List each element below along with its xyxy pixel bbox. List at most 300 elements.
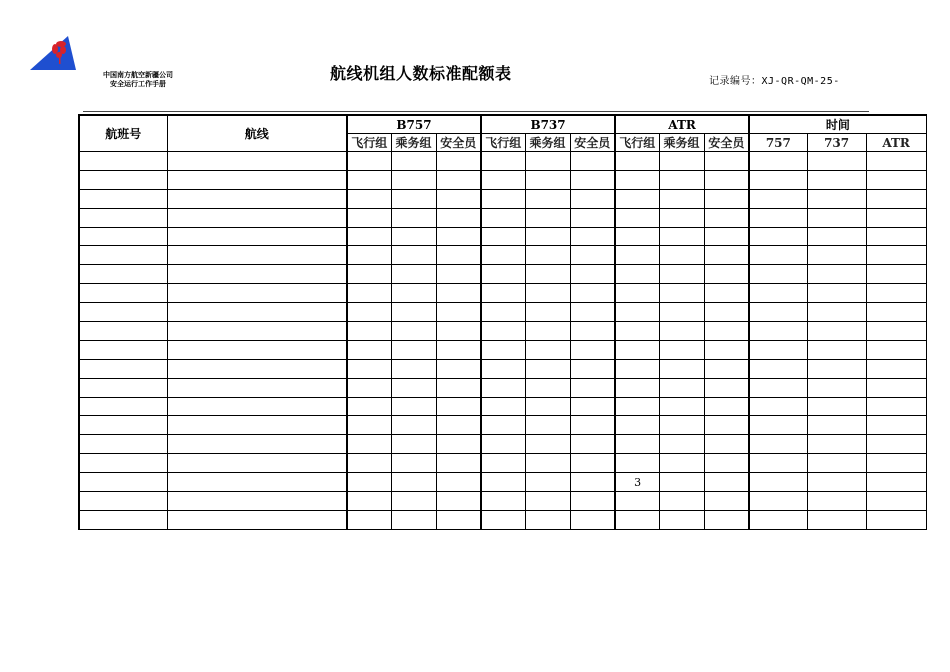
table-cell[interactable] bbox=[347, 378, 391, 397]
table-row bbox=[79, 152, 926, 171]
table-cell[interactable] bbox=[481, 189, 525, 208]
table-cell[interactable] bbox=[391, 416, 436, 435]
table-cell[interactable] bbox=[615, 416, 659, 435]
table-cell[interactable] bbox=[167, 284, 347, 303]
table-cell[interactable] bbox=[570, 208, 615, 227]
table-cell[interactable] bbox=[866, 227, 926, 246]
table-cell[interactable] bbox=[167, 510, 347, 529]
table-cell[interactable] bbox=[807, 473, 866, 492]
table-cell[interactable] bbox=[167, 265, 347, 284]
subheader-atr-pilots: 飞行组 bbox=[615, 134, 659, 152]
table-cell[interactable] bbox=[704, 473, 749, 492]
table-cell[interactable] bbox=[347, 322, 391, 341]
table-cell[interactable] bbox=[807, 435, 866, 454]
table-cell[interactable] bbox=[807, 246, 866, 265]
table-cell[interactable] bbox=[525, 152, 570, 171]
table-cell[interactable] bbox=[866, 170, 926, 189]
table-row bbox=[79, 340, 926, 359]
table-cell[interactable] bbox=[807, 322, 866, 341]
table-cell[interactable] bbox=[866, 246, 926, 265]
table-cell[interactable] bbox=[570, 416, 615, 435]
table-cell[interactable] bbox=[436, 378, 481, 397]
table-cell[interactable] bbox=[704, 397, 749, 416]
table-cell[interactable] bbox=[659, 189, 704, 208]
table-cell[interactable] bbox=[525, 473, 570, 492]
table-cell[interactable] bbox=[525, 227, 570, 246]
subheader-b737-cabin: 乘务组 bbox=[525, 134, 570, 152]
table-cell[interactable] bbox=[704, 189, 749, 208]
table-cell[interactable] bbox=[704, 246, 749, 265]
table-cell[interactable] bbox=[570, 435, 615, 454]
table-cell[interactable] bbox=[704, 170, 749, 189]
table-cell[interactable] bbox=[525, 189, 570, 208]
table-cell[interactable] bbox=[749, 492, 807, 511]
table-cell[interactable] bbox=[481, 435, 525, 454]
table-cell[interactable] bbox=[167, 473, 347, 492]
table-cell[interactable] bbox=[391, 227, 436, 246]
table-cell[interactable] bbox=[436, 152, 481, 171]
table-cell[interactable] bbox=[79, 170, 167, 189]
table-row bbox=[79, 208, 926, 227]
table-cell[interactable] bbox=[704, 435, 749, 454]
table-cell[interactable] bbox=[436, 265, 481, 284]
table-cell[interactable] bbox=[79, 340, 167, 359]
table-cell[interactable] bbox=[749, 322, 807, 341]
table-cell[interactable] bbox=[807, 189, 866, 208]
table-cell[interactable] bbox=[615, 454, 659, 473]
table-cell[interactable] bbox=[570, 473, 615, 492]
table-cell[interactable] bbox=[347, 435, 391, 454]
table-cell[interactable] bbox=[866, 359, 926, 378]
subheader-b757-security: 安全员 bbox=[436, 134, 481, 152]
table-cell[interactable] bbox=[866, 303, 926, 322]
table-cell[interactable] bbox=[807, 152, 866, 171]
table-cell[interactable] bbox=[347, 473, 391, 492]
table-cell[interactable] bbox=[391, 340, 436, 359]
table-cell[interactable] bbox=[525, 170, 570, 189]
table-cell[interactable] bbox=[570, 303, 615, 322]
table-cell[interactable] bbox=[807, 492, 866, 511]
table-cell[interactable] bbox=[481, 492, 525, 511]
table-cell[interactable] bbox=[570, 170, 615, 189]
table-cell[interactable] bbox=[167, 170, 347, 189]
table-cell[interactable] bbox=[615, 189, 659, 208]
table-cell[interactable] bbox=[749, 227, 807, 246]
table-cell[interactable] bbox=[807, 340, 866, 359]
table-cell[interactable] bbox=[436, 208, 481, 227]
table-cell[interactable] bbox=[436, 492, 481, 511]
table-cell[interactable] bbox=[79, 378, 167, 397]
table-cell[interactable] bbox=[79, 284, 167, 303]
table-cell[interactable] bbox=[347, 340, 391, 359]
table-cell[interactable] bbox=[570, 359, 615, 378]
table-cell[interactable] bbox=[436, 189, 481, 208]
table-cell[interactable] bbox=[659, 416, 704, 435]
table-cell[interactable] bbox=[481, 246, 525, 265]
table-cell[interactable] bbox=[525, 435, 570, 454]
table-cell[interactable] bbox=[436, 340, 481, 359]
table-cell[interactable] bbox=[391, 246, 436, 265]
table-cell[interactable] bbox=[436, 473, 481, 492]
table-row bbox=[79, 303, 926, 322]
table-cell[interactable] bbox=[866, 473, 926, 492]
table-cell[interactable] bbox=[866, 208, 926, 227]
table-cell[interactable] bbox=[167, 416, 347, 435]
table-cell[interactable] bbox=[167, 303, 347, 322]
table-cell[interactable] bbox=[749, 189, 807, 208]
table-cell[interactable] bbox=[347, 189, 391, 208]
table-cell[interactable] bbox=[79, 435, 167, 454]
table-cell[interactable] bbox=[79, 416, 167, 435]
table-cell[interactable] bbox=[749, 510, 807, 529]
table-cell[interactable] bbox=[615, 227, 659, 246]
table-cell[interactable] bbox=[347, 208, 391, 227]
table-cell[interactable] bbox=[481, 208, 525, 227]
table-cell[interactable] bbox=[391, 303, 436, 322]
table-cell[interactable] bbox=[615, 359, 659, 378]
header-divider bbox=[83, 111, 869, 112]
table-cell[interactable] bbox=[807, 359, 866, 378]
table-cell[interactable] bbox=[481, 340, 525, 359]
page-title: 航线机组人数标准配额表 bbox=[330, 64, 512, 83]
table-cell[interactable] bbox=[436, 435, 481, 454]
table-cell[interactable] bbox=[347, 454, 391, 473]
table-cell[interactable] bbox=[807, 208, 866, 227]
table-cell[interactable] bbox=[481, 416, 525, 435]
table-cell[interactable] bbox=[570, 265, 615, 284]
table-cell[interactable] bbox=[704, 378, 749, 397]
table-row bbox=[79, 265, 926, 284]
table-cell[interactable] bbox=[659, 340, 704, 359]
table-cell[interactable] bbox=[704, 416, 749, 435]
table-cell[interactable] bbox=[570, 340, 615, 359]
table-cell[interactable] bbox=[749, 435, 807, 454]
table-cell[interactable] bbox=[481, 397, 525, 416]
table-cell[interactable] bbox=[807, 397, 866, 416]
table-cell[interactable] bbox=[436, 454, 481, 473]
table-cell[interactable] bbox=[79, 265, 167, 284]
table-cell[interactable] bbox=[659, 152, 704, 171]
table-cell[interactable] bbox=[807, 170, 866, 189]
table-cell[interactable] bbox=[659, 246, 704, 265]
table-cell[interactable] bbox=[391, 322, 436, 341]
table-cell[interactable] bbox=[866, 397, 926, 416]
table-cell[interactable] bbox=[704, 208, 749, 227]
table-cell[interactable] bbox=[481, 510, 525, 529]
table-cell[interactable] bbox=[615, 340, 659, 359]
table-cell[interactable] bbox=[481, 227, 525, 246]
table-cell[interactable] bbox=[749, 473, 807, 492]
record-number-label: 记录编号： bbox=[709, 76, 762, 87]
table-cell[interactable] bbox=[749, 359, 807, 378]
table-cell[interactable] bbox=[749, 170, 807, 189]
table-cell[interactable] bbox=[615, 322, 659, 341]
table-cell[interactable] bbox=[525, 322, 570, 341]
table-cell[interactable] bbox=[347, 246, 391, 265]
table-cell[interactable] bbox=[749, 416, 807, 435]
table-cell[interactable] bbox=[436, 510, 481, 529]
table-cell[interactable] bbox=[866, 189, 926, 208]
table-cell[interactable] bbox=[615, 378, 659, 397]
table-cell[interactable] bbox=[79, 208, 167, 227]
table-cell[interactable] bbox=[749, 340, 807, 359]
table-cell[interactable] bbox=[570, 189, 615, 208]
subheader-time-atr: ATR bbox=[866, 134, 926, 152]
table-cell[interactable] bbox=[391, 189, 436, 208]
table-cell[interactable] bbox=[704, 359, 749, 378]
table-cell[interactable] bbox=[866, 454, 926, 473]
table-cell[interactable] bbox=[436, 246, 481, 265]
table-cell[interactable] bbox=[436, 303, 481, 322]
table-cell[interactable] bbox=[615, 397, 659, 416]
table-cell[interactable] bbox=[749, 265, 807, 284]
table-cell[interactable] bbox=[615, 265, 659, 284]
table-cell[interactable] bbox=[570, 492, 615, 511]
table-cell[interactable] bbox=[79, 227, 167, 246]
table-cell[interactable] bbox=[659, 170, 704, 189]
table-cell[interactable] bbox=[866, 322, 926, 341]
table-cell[interactable] bbox=[866, 510, 926, 529]
table-cell[interactable] bbox=[615, 510, 659, 529]
table-cell[interactable] bbox=[807, 303, 866, 322]
table-cell[interactable] bbox=[704, 284, 749, 303]
table-cell[interactable] bbox=[615, 303, 659, 322]
table-cell[interactable] bbox=[866, 492, 926, 511]
table-cell[interactable] bbox=[570, 284, 615, 303]
table-cell[interactable] bbox=[347, 152, 391, 171]
table-cell[interactable] bbox=[807, 454, 866, 473]
table-cell[interactable] bbox=[659, 397, 704, 416]
table-cell[interactable] bbox=[347, 416, 391, 435]
table-cell[interactable] bbox=[525, 416, 570, 435]
table-cell[interactable] bbox=[79, 359, 167, 378]
table-cell[interactable] bbox=[704, 492, 749, 511]
table-cell[interactable] bbox=[525, 265, 570, 284]
table-cell[interactable] bbox=[615, 170, 659, 189]
table-cell[interactable] bbox=[481, 152, 525, 171]
table-cell[interactable] bbox=[866, 265, 926, 284]
table-cell[interactable] bbox=[749, 397, 807, 416]
table-cell[interactable] bbox=[525, 378, 570, 397]
table-cell[interactable] bbox=[615, 284, 659, 303]
table-cell[interactable] bbox=[525, 284, 570, 303]
table-cell[interactable] bbox=[167, 435, 347, 454]
table-cell[interactable] bbox=[866, 416, 926, 435]
table-cell[interactable] bbox=[79, 492, 167, 511]
table-cell[interactable] bbox=[659, 492, 704, 511]
table-cell[interactable] bbox=[704, 265, 749, 284]
table-cell[interactable] bbox=[436, 359, 481, 378]
table-cell[interactable] bbox=[436, 397, 481, 416]
table-cell[interactable] bbox=[570, 322, 615, 341]
table-cell[interactable] bbox=[570, 510, 615, 529]
table-cell[interactable] bbox=[659, 473, 704, 492]
table-cell[interactable] bbox=[525, 340, 570, 359]
table-cell[interactable] bbox=[659, 265, 704, 284]
table-cell[interactable] bbox=[525, 303, 570, 322]
table-cell[interactable] bbox=[704, 152, 749, 171]
table-cell[interactable] bbox=[167, 340, 347, 359]
table-cell[interactable] bbox=[807, 265, 866, 284]
table-cell[interactable] bbox=[347, 227, 391, 246]
table-cell[interactable] bbox=[436, 284, 481, 303]
table-cell[interactable] bbox=[347, 510, 391, 529]
table-cell[interactable] bbox=[436, 227, 481, 246]
table-cell[interactable]: 3 bbox=[615, 473, 659, 492]
table-cell[interactable] bbox=[481, 378, 525, 397]
header-group-atr: ATR bbox=[615, 115, 749, 134]
table-cell[interactable] bbox=[615, 208, 659, 227]
table-cell[interactable] bbox=[866, 435, 926, 454]
table-cell[interactable] bbox=[167, 378, 347, 397]
table-cell[interactable] bbox=[659, 227, 704, 246]
table-cell[interactable] bbox=[525, 246, 570, 265]
table-cell[interactable] bbox=[481, 284, 525, 303]
table-cell[interactable] bbox=[570, 152, 615, 171]
table-cell[interactable] bbox=[167, 359, 347, 378]
table-cell[interactable] bbox=[659, 322, 704, 341]
table-cell[interactable] bbox=[436, 416, 481, 435]
table-cell[interactable] bbox=[659, 435, 704, 454]
table-cell[interactable] bbox=[807, 378, 866, 397]
table-cell[interactable] bbox=[570, 378, 615, 397]
table-cell[interactable] bbox=[481, 454, 525, 473]
company-name bbox=[88, 71, 188, 89]
crew-quota-table bbox=[78, 114, 927, 530]
table-cell[interactable] bbox=[79, 246, 167, 265]
table-cell[interactable] bbox=[481, 265, 525, 284]
table-cell[interactable] bbox=[481, 359, 525, 378]
table-cell[interactable] bbox=[570, 454, 615, 473]
table-cell[interactable] bbox=[570, 397, 615, 416]
table-cell[interactable] bbox=[436, 170, 481, 189]
table-cell[interactable] bbox=[391, 170, 436, 189]
table-cell[interactable] bbox=[525, 208, 570, 227]
table-cell[interactable] bbox=[167, 152, 347, 171]
table-cell[interactable] bbox=[704, 322, 749, 341]
table-row bbox=[79, 435, 926, 454]
table-cell[interactable] bbox=[436, 322, 481, 341]
table-cell[interactable] bbox=[570, 246, 615, 265]
table-cell[interactable] bbox=[79, 303, 167, 322]
table-cell[interactable] bbox=[391, 435, 436, 454]
table-cell[interactable] bbox=[866, 340, 926, 359]
table-cell[interactable] bbox=[807, 284, 866, 303]
table-cell[interactable] bbox=[481, 303, 525, 322]
table-cell[interactable] bbox=[167, 322, 347, 341]
table-cell[interactable] bbox=[347, 265, 391, 284]
table-cell[interactable] bbox=[391, 454, 436, 473]
table-cell[interactable] bbox=[659, 510, 704, 529]
table-cell[interactable] bbox=[866, 152, 926, 171]
table-cell[interactable] bbox=[391, 378, 436, 397]
table-cell[interactable] bbox=[167, 227, 347, 246]
table-cell[interactable] bbox=[525, 397, 570, 416]
table-cell[interactable] bbox=[347, 170, 391, 189]
table-cell[interactable] bbox=[704, 510, 749, 529]
table-cell[interactable] bbox=[749, 284, 807, 303]
table-cell[interactable] bbox=[704, 454, 749, 473]
table-cell[interactable] bbox=[167, 189, 347, 208]
table-cell[interactable] bbox=[391, 473, 436, 492]
table-cell[interactable] bbox=[79, 152, 167, 171]
table-cell[interactable] bbox=[347, 397, 391, 416]
table-cell[interactable] bbox=[659, 359, 704, 378]
table-cell[interactable] bbox=[347, 492, 391, 511]
table-cell[interactable] bbox=[659, 208, 704, 227]
table-cell[interactable] bbox=[79, 473, 167, 492]
table-cell[interactable] bbox=[659, 303, 704, 322]
table-cell[interactable] bbox=[167, 397, 347, 416]
table-cell[interactable] bbox=[391, 152, 436, 171]
table-cell[interactable] bbox=[704, 227, 749, 246]
table-cell[interactable] bbox=[167, 246, 347, 265]
table-cell[interactable] bbox=[704, 340, 749, 359]
table-cell[interactable] bbox=[749, 303, 807, 322]
table-cell[interactable] bbox=[615, 246, 659, 265]
table-cell[interactable] bbox=[659, 284, 704, 303]
table-cell[interactable] bbox=[481, 473, 525, 492]
record-number bbox=[709, 72, 840, 87]
table-cell[interactable] bbox=[807, 510, 866, 529]
table-cell[interactable] bbox=[391, 265, 436, 284]
table-cell[interactable] bbox=[525, 359, 570, 378]
table-cell[interactable] bbox=[615, 492, 659, 511]
table-cell[interactable] bbox=[525, 510, 570, 529]
table-cell[interactable] bbox=[704, 303, 749, 322]
table-cell[interactable] bbox=[615, 435, 659, 454]
table-cell[interactable] bbox=[570, 227, 615, 246]
table-cell[interactable] bbox=[347, 359, 391, 378]
table-cell[interactable] bbox=[807, 227, 866, 246]
table-cell[interactable] bbox=[347, 303, 391, 322]
table-cell[interactable] bbox=[749, 454, 807, 473]
table-cell[interactable] bbox=[391, 397, 436, 416]
table-cell[interactable] bbox=[167, 454, 347, 473]
table-cell[interactable] bbox=[749, 208, 807, 227]
table-cell[interactable] bbox=[167, 492, 347, 511]
table-cell[interactable] bbox=[866, 284, 926, 303]
table-row bbox=[79, 170, 926, 189]
table-cell[interactable] bbox=[79, 322, 167, 341]
table-cell[interactable] bbox=[79, 454, 167, 473]
table-cell[interactable] bbox=[391, 208, 436, 227]
table-cell[interactable] bbox=[749, 378, 807, 397]
table-cell[interactable] bbox=[79, 189, 167, 208]
table-cell[interactable] bbox=[659, 454, 704, 473]
table-cell[interactable] bbox=[391, 284, 436, 303]
table-cell[interactable] bbox=[391, 492, 436, 511]
table-cell[interactable] bbox=[79, 510, 167, 529]
table-cell[interactable] bbox=[866, 378, 926, 397]
table-cell[interactable] bbox=[167, 208, 347, 227]
table-cell[interactable] bbox=[481, 170, 525, 189]
table-cell[interactable] bbox=[749, 152, 807, 171]
table-cell[interactable] bbox=[347, 284, 391, 303]
table-cell[interactable] bbox=[615, 152, 659, 171]
table-cell[interactable] bbox=[391, 510, 436, 529]
table-cell[interactable] bbox=[807, 416, 866, 435]
table-cell[interactable] bbox=[525, 454, 570, 473]
table-cell[interactable] bbox=[659, 378, 704, 397]
table-cell[interactable] bbox=[391, 359, 436, 378]
table-row bbox=[79, 416, 926, 435]
table-cell[interactable] bbox=[79, 397, 167, 416]
table-cell[interactable] bbox=[525, 492, 570, 511]
record-number-value: XJ-QR-QM-25- bbox=[761, 76, 840, 87]
table-cell[interactable] bbox=[481, 322, 525, 341]
table-cell[interactable] bbox=[749, 246, 807, 265]
